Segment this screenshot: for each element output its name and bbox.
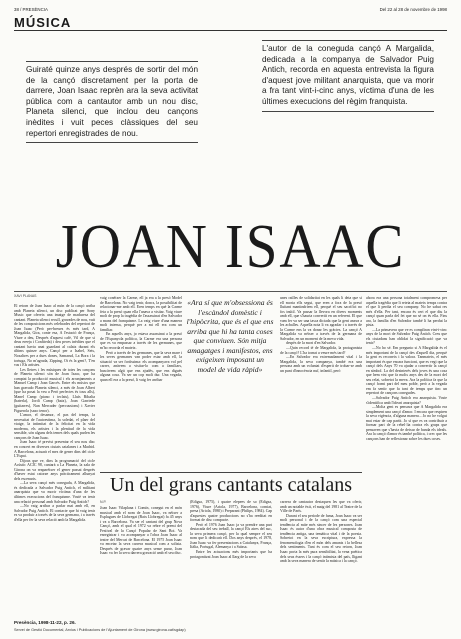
photo-credit: XAVI PLANAS bbox=[14, 294, 37, 298]
headline-rule bbox=[14, 291, 447, 292]
paragraph: Entre les actuacions més importants que ha protagonitzat Joan Isaac al llarg de la seva bbox=[190, 550, 272, 559]
paragraph: vaig conèixer la Carme, ell ja era a la presó Model de Barcelona. No vaig tenir, doncs, la possibilitat de relacionar-me amb ell. Eren temps en què la Carme feia a la presó quan ella l'anava a visitar. Vaig viure molt de prop la tragèdia de l'assassinat d'en Salvador a mans del franquisme. La vaig viure d'una manera molt intensa, perquè per a mi ell era com un familiar. bbox=[100, 296, 182, 332]
sidebar-byline: N.P. bbox=[100, 500, 107, 504]
citation: Presència, 1998-11-22, p. 26. bbox=[14, 620, 76, 625]
paragraph: Dijous que ve, dins la programació del cicle Acústic ACIC 98, cantarà a La Planeta, la sala de Girona on va reaparèixer el gener passat després d'haver estat catorze anys pràcticament allunyat dels escenaris. bbox=[14, 458, 95, 481]
paragraph: —Molta gent es pensava que A Margalida era simplement una cançó d'amor. I encara que respiren la seva vigència, d'alguna manera... Jo no he volgut mai estar de cap partit. Jo sí que es va contribuir a formar part de la rebel·lia contra els grups que pensaven que s'havia de deixar de banda els ideals. Ara la cançó d'amor és també política, i crec que les cançons han de reflexionar sobre les dues coses. bbox=[366, 405, 447, 441]
paragraph: —Quin record té de Margalida, la protagonista de la cançó? L'ha tornat a veure més tard? bbox=[280, 346, 362, 355]
paragraph: Però a través de les germanes, que la seva mare i les seves germanes van poder estar amb ell, la situació va ser fortíssima: els acompanyava vol pel carrer, anàvem a visitar-lo com a familiars, buscàvem algú que ens ajudés, que ens digués alguna cosa. Va ser un cop molt dur. Una vegada, quan ell era a la presó, li vaig fer arribar bbox=[100, 350, 182, 382]
paragraph: —La seva cançó més coneguda, A Margalida, és dedicada a Salvador Puig Antich, el militant anarquista que va morir víctima d'una de les últimes execucions del franquisme. Vostè va tenir una relació personal amb Salvador Puig Antich? bbox=[14, 481, 95, 504]
paragraph: En aquells anys, jo estava assassinat a la presó de l'Espanyola política, la Carme era una persona que es va empassar a través de les germanes, que m'ho recorda el mateix. bbox=[100, 332, 182, 351]
header-rule bbox=[14, 30, 447, 31]
pull-quote: «Ara sí que m'obsessiona és l'escàndol domèstic i l'hipòcrita, que és el que ens arriba que hi ha tanta coses que conviuen. Són mitja amagatges i manifestos, ens exigeixen imposant un model de vida ràpid» bbox=[186, 298, 274, 374]
article-column-4 bbox=[366, 296, 447, 616]
archive-credit: Servei de Gestió Documental, Arxius i Publicacions de l'Ajuntament de Girona (www.girona.cat/sgdap) bbox=[14, 628, 186, 632]
paragraph: —La primavera que ve es compliran vint-i-cinc anys de la mort de Salvador Puig Antich. Creu que els ciutadans han oblidat la significació que va tenir? bbox=[366, 327, 447, 346]
sidebar-headline: Un del grans cantants catalans bbox=[109, 474, 353, 496]
paragraph: Joan Isaac Vilaplana i Comín, conegut en el món musical amb el nom de Joan Isaac, va néixer a Esplugues de Llobregat (Baix Llobregat) fa 45 anys i va a Barcelona. Va ser el cantant del grup Nova Cançó, amb el qual el 1972 va rebre el premi del Festival de la Cançó Popular de Sant Boi. Va enregistrar i va acompanyar a l'obra Joan Isaac al teatre del Mercat de Barcelona. El 1975 Joan Isaac va encetar la seva carrera musical com a solista. Després de gravar quatre anys sense parar, Joan Isaac va fer la seva darrera gravació amb el seu disc. bbox=[100, 506, 182, 556]
paragraph: El retorn de Joan Isaac al món de la cançó arriba amb Planeta silenci, un disc publicat per Sony Music que ofereix una imatge de maduresa del cantant. Planeta silenci recull, gravades de nou, vuit de les composicions més celebrades del repertori de Joan Isaac (Però per-breues és més tard, A Margalida, Gira, conte esa, A l'estació de França, Viure a deu, Després d'aquest cafè, Vil de que si deus ereeja i Confiteda) i deu peces inèdites que el cantant havia anat guardant al calaix durant els últims quinze anys. Cançó per a Isabel, Seis, Nosaltres per a dues dones, Samarud, La Bora i la tortuga, No m'agrada, Zipping, Ot és la gent?, T'en vas i Els artistes. bbox=[14, 304, 95, 368]
paragraph: (Edigsa, 1975), i quatre elepees de so (Edigsa, 1976), Viure (Ariola, 1977), Barcelona, comiat, presa (Ariola, 1980) i Preparant (Philips, 1984). Cap d'aquestes quatre produccions no s'ha reeditat en format de disc compacte. bbox=[190, 500, 272, 523]
paragraph: —En Salvador era extremadament vital i la Margalida, la seva companya, també era una persona amb un voluntat d'esperit de trobar-se amb un punt d'innocència nuf, infantil, però bbox=[280, 355, 362, 373]
paragraph: ahora era una persona totalment compromesa per aquella tragèdia que li reteia al mateix temps contra el que li perdia el seu company. No he sabut res més d'ella. Per tant, encara és cert el que diu la cançó quan parla del fet que no sé on és ella. Fins ara, la família d'en Salvador també li ha perdut la pista. bbox=[366, 296, 447, 328]
intro-lead-right: L'autor de la coneguda cançó A Margalida, dedicada a la companya de Salvador Puig Antich, recorda en aquesta entrevista la figura d'aquest jove militant anarquista, que va morir a fra tant vint-i-cinc anys, víctima d'una de les últimes execucions del règim franquista. bbox=[262, 40, 434, 112]
paragraph: —No vaig arribar a parlar mai amb ell, en Salvador Puig Antich. El contacte que hi vaig tenir es va produir a través de la seva germana, i a través d'ella per fer la seva relació amb la Margalida. bbox=[14, 504, 95, 522]
sidebar-rule bbox=[100, 472, 362, 473]
paragraph: —No ho sé. Em pregunto si A Margalida és el més important de la cançó des d'aquell dia, perquè la gent es reconeix i la valora. Tanmateix, el més important és que encara funcioni, que es vegi que la cançó dels Anys 70 va ajudar a convertir la cançó en símbol. La del desinterès dels joves és una cosa que hem vist que fa molts anys des de la mort del seu relat, sobretot la meva. Ara la política fa que la cançó formi part del meu poble, però a la vegada em fa sentir que fa tant de temps que tinc un repertori de cançons conegudes. bbox=[366, 346, 447, 396]
paragraph: Joan Isaac té previst presentar el seu nou disc en concert en diverses ciutats catalanes i a Madrid. A Barcelona, actuarà el mes de gener dins del cicle L'Espai. bbox=[14, 440, 95, 459]
sidebar-column-2 bbox=[190, 500, 272, 616]
sidebar-column-3 bbox=[280, 500, 362, 616]
section-title: MÚSICA bbox=[14, 15, 72, 30]
headline: JOAN ISAAC bbox=[55, 213, 406, 281]
paragraph: carrera de cantautor destaquen les que va oferir, amb un notable èxit, el maig del 1981 al Teatre de la Ville de París. bbox=[280, 500, 362, 514]
sidebar-column-1 bbox=[100, 506, 182, 616]
intro-lead-left: Guiraté quinze anys després de sortir del món de la cançó discretament per la porta de darrere, Joan Isaac reprèn ara la seva activitat pública com a cantautor amb un nou disc, Planeta silenci, que inclou deu cançons inèdites i vuit peces clàssiques del seu repertori enregistrades de nou. bbox=[26, 61, 198, 143]
page-publication-label: 38 / PRESÈNCIA bbox=[14, 7, 48, 12]
paragraph: Durant el seu període de fama, Joan Isaac va ser molt personal i de la cançó com una especial tendència al mite més sincer de les persones. Joan Isaac és autor d'una obra musical composta de tendència antiga, una temàtica vital i de la poesia. Sobretot en la seva escriptura, expressa la fenomenologia d'en el món dels amants i la bellesa dels sentiments. Tant és com el seu retorn, Joan Isaac porta la més pura sensibilitat, la vena poètica dels seus éssers i la cançó intimista del país, lligant amb la seva manera de sentir la música i la cançó. bbox=[280, 513, 362, 564]
paragraph: —Salvador Puig Antich era anarquista. Voste s'identifica amb l'ideari anarquista? bbox=[366, 396, 447, 405]
paragraph: despès de la mort d'en Salvador. bbox=[286, 341, 336, 346]
issue-date: Del 22 al 28 de novembre de 1998 bbox=[379, 7, 447, 12]
paragraph: Però el 1976 Joan Isaac ja va prendre una part destacada del seu treball, la cançó Els aires del suc, la seva primera cançó, per la qual sempre el seu nom que li dedicarà ell. Dos anys després, el 1978, Joan Isaac va fer presentacions a Catalunya, França, Itàlia, Portugal, Alemanya i a Suïssa. bbox=[190, 522, 272, 550]
paragraph: L'amor, el desamor, el pas del temps, la necessitat de l'autoestima, la soledat, el plaer del viatge, la intimitat de la felicitat en la vida moderna, els artistes i la plenitud de la vida sensible, són alguns dels temes dels quals parlen les cançons de Joan Isaac. bbox=[14, 413, 95, 440]
paragraph: Les lletres i les músiques de totes les cançons de Planeta silenci són de Joan Isaac, que ha comptat la producció musical i els arranjaments a Manuel Camp i Joan Garcés. Entre els músics que han gravado Planeta silenci, a més de Joan Albert (que ha posat la veu a Però perfectes és tous alls), Manel Camp (piano i teclats), Lluís Ribalta (baterla), Jordi Camp (baix), Joan Garriede (guitarres), Nan Mercader (percussions) i Xavier Figuerola (saxo tenor). bbox=[14, 367, 95, 413]
article-column-3 bbox=[280, 296, 362, 468]
paragraph: unes ratlles de solidaritat en les quals li deia que si ell moria ells segui, que eren a fora de la presó lluitant mantindríem ell, perquè el seu sacrifici no fos inútil. Va passar la llevora en divers moments amb ell, que s'hauria convertit en un referent. El que vam fer va ser una tasca dictada que la gent anava a les acballes. Aquella nota li va agradar i a través de la Carme ens la va donar les gràcies. La cançó A Margalida va néixer a través de la germana de Salvador, en un moment de la meva vida. bbox=[280, 296, 362, 341]
article-column-2 bbox=[100, 296, 182, 468]
article-column-1 bbox=[14, 304, 95, 616]
